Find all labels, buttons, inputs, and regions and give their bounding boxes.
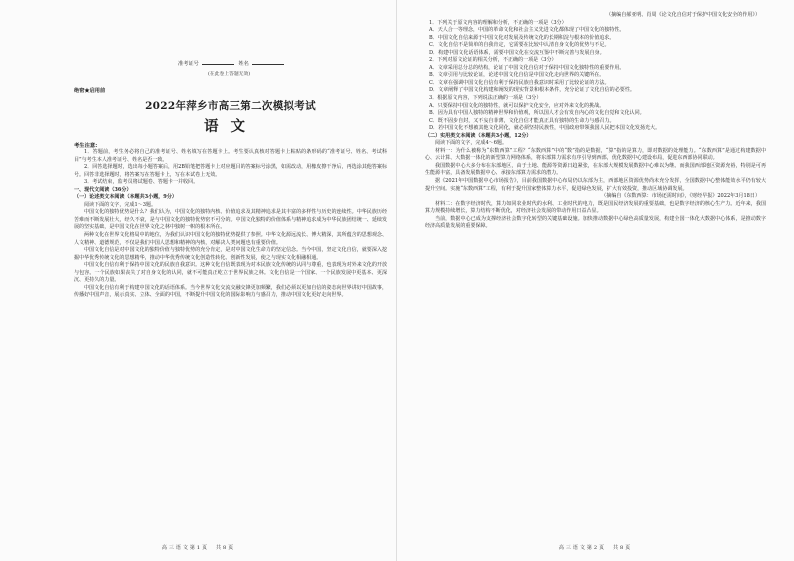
question-option: D．构建中国文化话语体系，需要中国文化在交流互鉴中不断完善与发展自身。 [429,49,605,56]
admission-blank [202,64,234,65]
admission-label: 准考证号 [178,61,199,67]
passage-paragraph: 中国文化的独特优势是什么？我们认为，中国文化的独特内核、价值追求及其精神追求是其丰富的多样性与历史的连续性。中华民族历经苦难而不断发展壮大，经久不衰，是与中国文化的独特优势密不可分的。中国文化独特的价值体系与精神追求成为中华民族团结统一、延续发展的坚实基础，是中国文化在世界文化之林中独树一帜的根本所在。 [74,209,387,231]
material-paragraph: 我国数据中心大多分布在东部地区，由于土地、能源等资源日趋紧张，在东部大规模发展数据中心难以为继。而我国西部地区资源充裕，特别是可再生能源丰富，具备发展数据中心、承接东部算力需求的潜力。 [425,162,766,177]
subject-title: 语文 [204,118,257,135]
page-footer: 高三语文第1页 共8页 [161,545,236,551]
question-option: A．文章采用总分总的结构，论证了中国文化自信对于保持中国文化独特性的重要作用。 [429,64,625,71]
section-instruction: 阅读下面的文字，完成4～6题。 [435,140,508,147]
note-item: 1．答题前，考生务必将自己的准考证号、姓名填写在答题卡上。考生要认真核对答题卡上粘贴的条形码的“准考证号、姓名、考试科目”与考生本人准考证号、姓名是否一致。 [74,149,387,163]
question-option: C．文章在强调中国文化自信有利于保持民族自我意识时采用了比较论证的方法。 [429,79,610,86]
question-option: B．文章引用与比较论证，论述中国文化自信是中国文化走向世界的关键所在。 [429,72,605,79]
note-item: 2．回答选择题时，选出每小题答案后，用2B铅笔把答题卡上对应题目的答案标号涂黑，如需改动，用橡皮擦干净后，再选涂其他答案标号。回答非选择题时，将答案写在答题卡上，写在本试卷上无效。 [74,164,387,178]
question-option: C．既不固步自封，又不妄自菲薄，文化自信才能真正具有独特的生命力与感召力。 [429,117,615,124]
question-option: A．天人合一等理念，中国的革命文化和社会主义先进文化都体现了中国文化的独特性。 [429,27,625,34]
material-paragraph: 材料一：为什么被称为“东数西算”工程？“东数西算”中的“数”指的是数据，“算”指的是算力，即对数据的处理能力。“东数西算”是通过构建数据中心、云计算、大数据一体化的新型算力网络体系，将东部算力需求有序引导到西部，优化数据中心建设布局，促进东西部协同联动。 [425,147,766,162]
section-instruction: 阅读下面的文字，完成1～3题。 [84,201,157,208]
material-paragraph: 材料二：在数字经济时代，算力如同农业时代的水利、工业时代的电力，既是国民经济发展的重要基础，也是数字经济的核心生产力。近年来，我国算力规模持续增长，算力结构不断优化，对经济社会发展的带动作用日益凸显。 [425,200,766,215]
question-stem: 3．根据原文内容，下列说法正确的一项是（3分） [429,95,542,102]
passage-paragraph: 中国文化自信有利于构建中国文化的话语体系。当今世界文化交流交融交锋更加频繁，我们必须以更加自信的姿态向世界讲好中国故事，传播好中国声音，展示真实、立体、全面的中国，不断提升中国文化的国际影响力与感召力，推动中国文化更好走向世界。 [74,284,387,299]
material-source: （摘编自《东数西算：市场还需时间》，《财经早报》2022年3月18日） [601,193,760,200]
question-option: C．文化自信不是简单的自我肯定，它需要在比较中认清自身文化的优势与不足。 [429,42,610,49]
page-right [397,0,794,561]
section-subtitle: （一）论述类文本阅读（本题共3小题，9分） [74,194,177,201]
secret-mark: 绝密★启用前 [74,88,106,94]
name-blank [252,64,284,65]
question-option: A．只要保持中国文化的独特性，就可以保护文化安全，应对外来文化的挑战。 [429,102,605,109]
question-option: D．文章阐释了中国文化构建和阐发的现实背景和根本条件，充分论证了文化自信的必要性。 [429,87,635,94]
note-item: 3．考试结束，监考员将试题卷、答题卡一并收回。 [84,179,199,186]
section-subtitle: （二）实用类文本阅读（本题共3小题，12分） [425,132,532,139]
passage-source: （摘编自郝亚明、肖周《论文化自信对于保护中国文化安全的作用》） [606,12,760,18]
material-paragraph: 当前，数据中心已成为支撑经济社会数字化转型的关键基础设施。加快推动数据中心绿色高质量发展，构建全国一体化大数据中心体系，是推动数字经济高质量发展的重要保障。 [425,215,766,230]
question-stem: 2．下列对原文论证的相关分析，不正确的一项是（3分） [429,57,557,64]
name-label: 姓名 [238,61,249,67]
question-option: B．因为具有中国人独特的精神世界和价值观，所以国人才会有发自内心的文化自觉和文化认同。 [429,110,645,117]
answer-note: (在此卷上答题无效) [208,72,251,77]
exam-title: 2022年萍乡市高三第二次模拟考试 [145,100,316,112]
passage-paragraph: 两种文化在世界文化格局中的地位，为我们认识中国文化的独特优势提供了参照。中华文化源远流长、博大精深，其所蕴含的思想观念、人文精神、道德规范，不仅是我们中国人思想和精神的内核，对解决人类问题也有重要价值。 [74,232,387,246]
question-stem: 1．下列关于原文内容的理解和分析，不正确的一项是（3分） [429,19,567,26]
question-option: D．若中国文化不想被其他文化同化，就必须坚持民族性，中国政府带领我国人民把本国文化发扬光大。 [429,125,661,132]
passage-paragraph: 中国文化自信有利于保持中国文化的民族自我意识。这种文化自信既表现为对本民族文化传统的认同与尊重，也表现为对外来文化的开放与包容。一个民族如果丧失了对自身文化的认同，就不可能真正屹立于世界民族之林。文化自信是一个国家、一个民族发展中更基本、更深沉、更持久的力量。 [74,262,387,284]
admission-line [178,60,287,67]
page-footer: 高三语文第2页 共8页 [558,545,633,551]
material-paragraph: 据《2021年中国数据中心市场报告》，目前我国数据中心布局仍以东部为主，西部地区资源优势尚未充分发挥，全国数据中心整体能效水平仍有较大提升空间。实施“东数西算”工程，有利于提升国家整体算力水平，促进绿色发展，扩大有效投资，推动区域协调发展。 [425,178,766,192]
passage-paragraph: 中国文化自信是对中国文化的独特价值与独特优势的充分肯定，是对中国文化生命力的坚定信念。当今中国，坚定文化自信，就要深入挖掘中华优秀传统文化的思想精华，推动中华优秀传统文化创造性转化、创新性发展，使之与现实文化相融相通。 [74,247,387,261]
question-option: B．中国文化自信来源于中国文化对发展及传统文化的长期积淀与根本的价值追求。 [429,34,615,41]
notes-title: 考生注意: [74,143,98,149]
section-title: 一、现代文阅读（36分） [74,186,132,193]
